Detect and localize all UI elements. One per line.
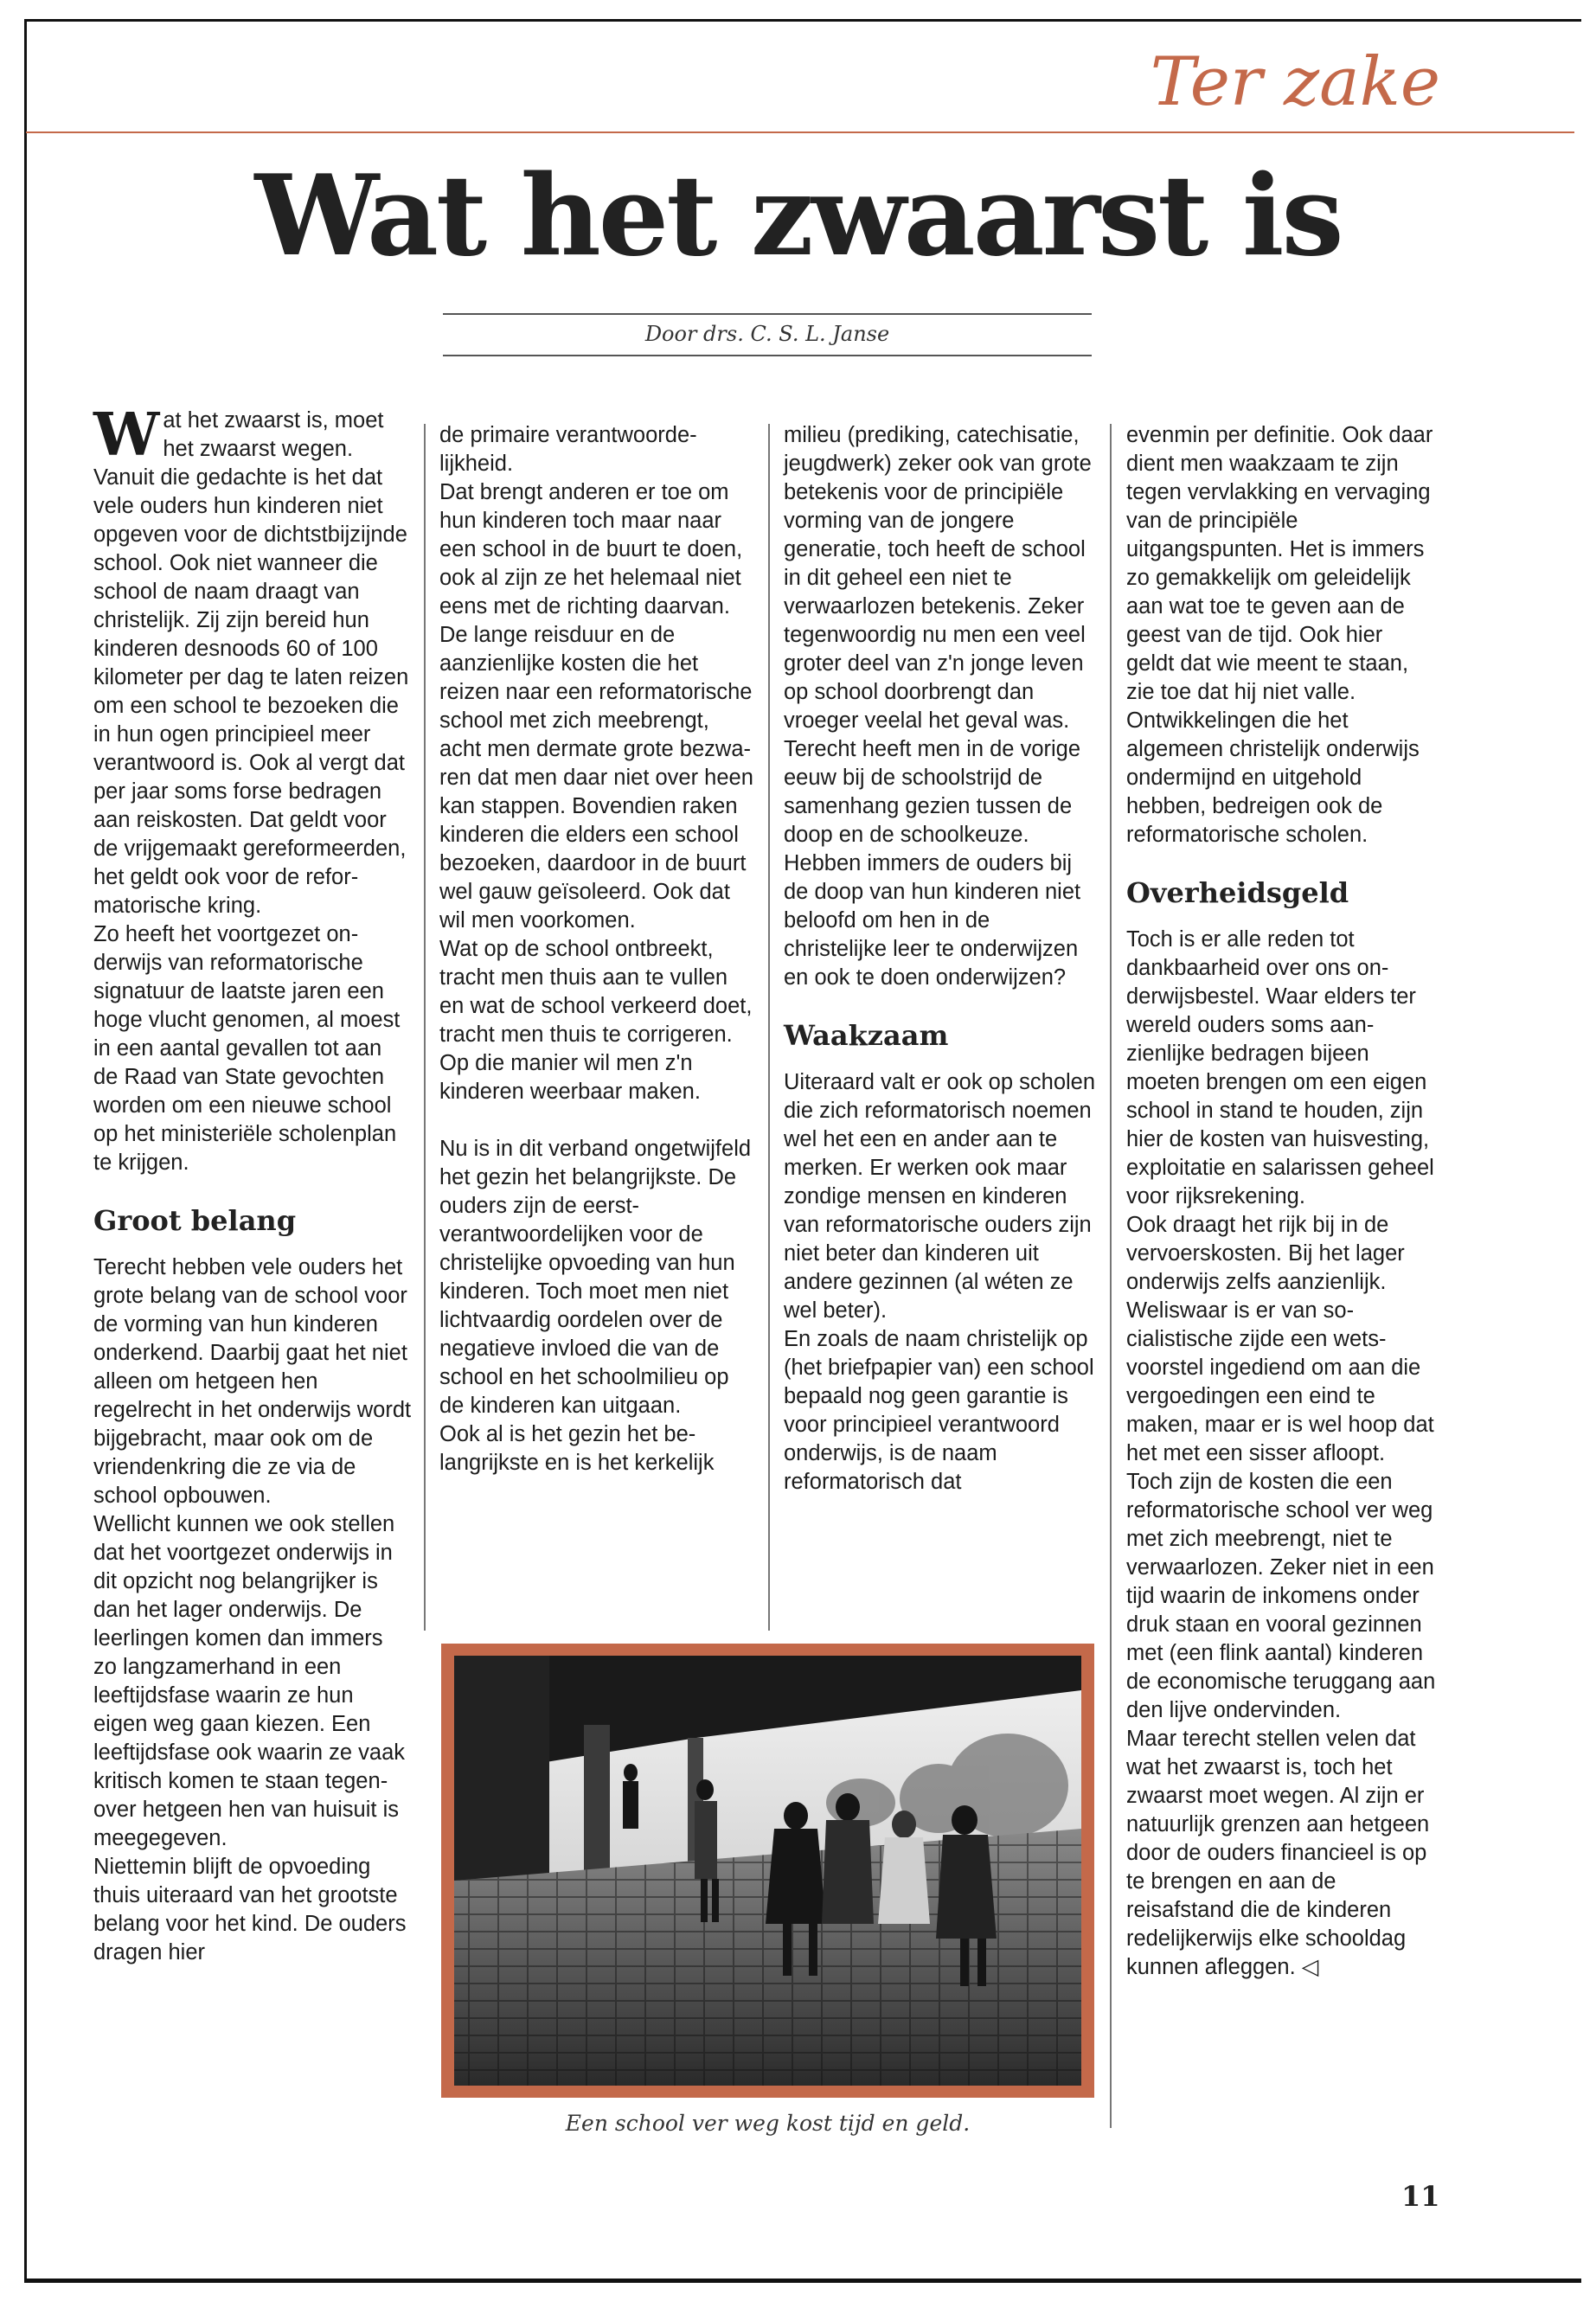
paragraph: Nu is in dit verband ongetwijfeld het gezin het belangrijkste. De ouders zijn de eerst-verantwoordelijken voor de christelijke opvoeding van hun kinderen. Toch moet men niet lichtvaardig oordelen over de negatieve invloed die van de school en het schoolmilieu op de kinderen kan uitgaan. — [439, 1137, 752, 1418]
intro-text: at het zwaarst is, moet het zwaarst wegen. Vanuit die gedachte is het dat vele ouders hun kinderen niet opgeven voor de dichtstbijzijnde school. Ook niet wanneer die school de naam draagt van christelijk. Zij zijn bereid hun kinderen desnoods 60 of 100 kilometer per dag te laten reizen om een school te bezoeken die in hun ogen principieel meer verantwoord is. Ook al vergt dat per jaar soms forse bedragen aan reiskosten. Dat geldt voor de vrijgemaakt gereformeerden, het geldt ook voor de reformatorische kring. — [93, 408, 409, 918]
section-label: Ter zake — [1150, 43, 1440, 121]
subheading-waakzaam: Waakzaam — [784, 1019, 949, 1052]
paragraph: Ook al is het gezin het belangrijkste en is het kerkelijk — [439, 1422, 715, 1475]
page-frame-bottom — [24, 2279, 1581, 2283]
paragraph — [1126, 1725, 1436, 1982]
paragraph: Toch zijn de kosten die een reformatorische school ver weg met zich meebrengt, niet te verwaarlozen. Zeker niet in een tijd waarin de inkomens onder druk staan en vooral gezinnen met (een flink aantal) kinderen de economische teruggang aan den lijve ondervinden. — [1126, 1470, 1436, 1722]
article-column-2 — [439, 421, 755, 1477]
header-divider — [26, 131, 1574, 133]
page-frame-top — [24, 19, 1581, 22]
drop-cap: W — [93, 401, 160, 470]
paragraph: Ook draagt het rijk bij in de vervoerskosten. Bij het lager onderwijs zelfs aanzienlijk. Weliswaar is er van socialistische zijde een wetsvoorstel ingediend om aan die vergoedingen een eind te maken, maar er is wel hoop dat het met een sisser afloopt. — [1126, 1213, 1434, 1465]
page-frame-left — [24, 19, 27, 2279]
closing-text: Maar terecht stellen velen dat wat het zwaarst is, toch het zwaarst moet wegen. Al zijn er natuurlijk grenzen aan hetgeen door de ouders financieel is op te brengen en aan de reisafstand die de kinderen redelijkerwijs elke schooldag kunnen afleggen. — [1126, 1727, 1430, 1979]
article-column-1 — [93, 401, 412, 1967]
subheading-overheidsgeld: Overheidsgeld — [1126, 876, 1349, 909]
paragraph: En zoals de naam christelijk op (het briefpapier van) een school bepaald nog geen garantie is voor principieel verantwoord onderwijs, is de naam reformatorisch dat — [784, 1327, 1094, 1494]
paragraph: Terecht heeft men in de vorige eeuw bij de schoolstrijd de samenhang gezien tussen de doop en de schoolkeuze. Hebben immers de ouders bij de doop van hun kinderen niet beloofd om hen in de christelijke leer te onderwijzen en ook te doen onderwijzen? — [784, 737, 1081, 990]
column-rule — [1110, 424, 1112, 2128]
photo-caption: Een school ver weg kost tijd en geld. — [565, 2111, 971, 2136]
paragraph: Zo heeft het voortgezet onderwijs van reformatorische signatuur de laatste jaren een hoge vlucht genomen, al moest in een aantal gevallen tot aan de Raad van State gevochten worden om een nieuwe school op het ministeriële scholenplan te krijgen. — [93, 922, 401, 1175]
byline-rule-top — [443, 313, 1092, 315]
photo-illustration — [454, 1656, 1081, 2086]
article-column-3 — [784, 421, 1097, 1497]
paragraph: milieu (prediking, catechisatie, jeugdwerk) zeker ook van grote betekenis voor de principiële vorming van de jongere generatie, toch heeft de school in dit geheel een niet te verwaarlozen betekenis. Zeker tegenwoordig nu men een veel groter deel van z'n jonge leven op school doorbrengt dan vroeger veelal het geval was. — [784, 423, 1092, 733]
paragraph: Dat brengt anderen er toe om hun kinderen toch maar naar een school in de buurt te doen, ook al zijn ze het helemaal niet eens met de richting daarvan. De lange reisduur en de aanzienlijke kosten die het reizen naar een reformatorische school met zich meebrengt, acht men dermate grote bezwaren dat men daar niet over heen kan stappen. Bovendien raken kinderen die elders een school bezoeken, daardoor in de buurt wel gauw geïsoleerd. Ook dat wil men voorkomen. — [439, 480, 753, 933]
subheading-groot-belang: Groot belang — [93, 1204, 297, 1237]
column-rule — [768, 424, 770, 1631]
article-headline: Wat het zwaarst is — [254, 151, 1342, 281]
article-column-4 — [1126, 421, 1436, 1982]
byline-rule-bottom — [443, 355, 1092, 356]
paragraph: Toch is er alle reden tot dankbaarheid over ons onderwijsbestel. Waar elders ter wereld ouders soms aanzienlijke bedragen bijeen moeten brengen om een eigen school in stand te houden, zijn hier de kosten van huisvesting, exploitatie en salarissen geheel voor rijksrekening. — [1126, 927, 1434, 1208]
end-mark-icon: ◁ — [1301, 1955, 1319, 1979]
article-photo — [454, 1656, 1081, 2086]
paragraph: Niettemin blijft de opvoeding thuis uiteraard van het grootste belang voor het kind. De ouders dragen hier — [93, 1855, 407, 1965]
paragraph: Wellicht kunnen we ook stellen dat het voortgezet onderwijs in dit opzicht nog belangrijker is dan het lager onderwijs. De leerlingen komen dan immers zo langzamerhand in een leeftijdsfase waarin ze hun eigen weg gaan kiezen. Een leeftijdsfase ook waarin ze vaak kritisch komen te staan tegenover hetgeen hen van huisuit is meegegeven. — [93, 1512, 406, 1850]
paragraph: Uiteraard valt er ook op scholen die zich reformatorisch noemen wel het een en ander aan te merken. Er werken ook maar zondige mensen en kinderen van reformatorische ouders zijn niet beter dan kinderen uit andere gezinnen (al wéten ze wel beter). — [784, 1070, 1096, 1323]
byline: Door drs. C. S. L. Janse — [644, 322, 890, 346]
paragraph: de primaire verantwoordelijkheid. — [439, 423, 697, 476]
page-number: 11 — [1401, 2180, 1440, 2213]
paragraph: Terecht hebben vele ouders het grote belang van de school voor de vorming van hun kinderen onderkend. Daarbij gaat het niet alleen om hetgeen hen regelrecht in het onderwijs wordt bijgebracht, maar ook om de vriendenkring die ze via de school opbouwen. — [93, 1255, 412, 1508]
paragraph: evenmin per definitie. Ook daar dient men waakzaam te zijn tegen vervlakking en vervaging van de principiële uitgangspunten. Het is immers zo gemakkelijk om geleidelijk aan wat toe te geven aan de geest van de tijd. Ook hier geldt dat wie meent te staan, zie toe dat hij niet valle. Ontwikkelingen die het algemeen christelijk onderwijs ondermijnd en uitgehold hebben, bedreigen ook de reformatorische scholen. — [1126, 423, 1433, 847]
column-rule — [424, 424, 426, 1631]
paragraph: Wat op de school ontbreekt, tracht men thuis aan te vullen en wat de school verkeerd doet, tracht men thuis te corrigeren. Op die manier wil men z'n kinderen weerbaar maken. — [439, 937, 753, 1104]
intro-paragraph — [93, 401, 412, 920]
